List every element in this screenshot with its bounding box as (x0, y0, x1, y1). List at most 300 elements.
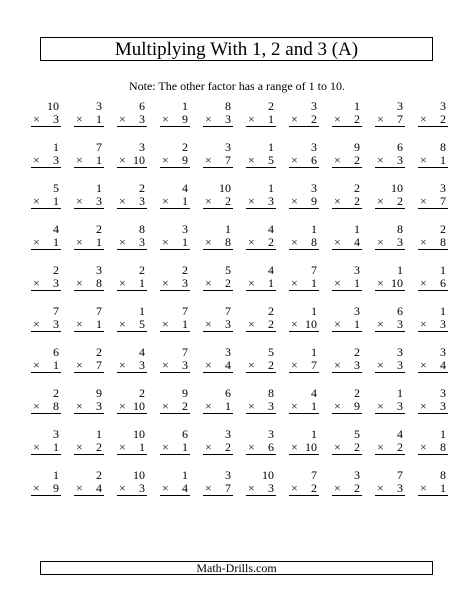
multiplication-problem (151, 343, 190, 381)
bottom-line (74, 153, 104, 168)
top-factor: 2 (96, 345, 102, 359)
bottom-factor: 10 (305, 440, 317, 454)
times-sign: × (33, 112, 40, 126)
multiplication-problem (22, 261, 61, 299)
times-sign: × (119, 194, 126, 208)
bottom-factor: 9 (53, 481, 59, 495)
times-sign: × (248, 440, 255, 454)
top-factor: 2 (53, 263, 59, 277)
top-factor: 1 (268, 181, 274, 195)
bottom-line (117, 440, 147, 455)
top-factor: 6 (182, 427, 188, 441)
top-factor: 3 (96, 99, 102, 113)
times-sign: × (162, 235, 169, 249)
multiplication-problem (280, 138, 319, 176)
bottom-line (289, 276, 319, 291)
problem-row (22, 384, 452, 425)
multiplication-problem (366, 220, 405, 258)
times-sign: × (205, 440, 212, 454)
multiplication-problem (237, 179, 276, 217)
top-factor: 2 (440, 222, 446, 236)
bottom-line (289, 235, 319, 250)
times-sign: × (420, 112, 427, 126)
bottom-line (246, 358, 276, 373)
bottom-factor: 2 (268, 317, 274, 331)
times-sign: × (291, 317, 298, 331)
times-sign: × (334, 317, 341, 331)
multiplication-problem (151, 384, 190, 422)
multiplication-problem (280, 179, 319, 217)
top-factor: 3 (225, 140, 231, 154)
top-factor: 4 (182, 181, 188, 195)
times-sign: × (119, 440, 126, 454)
top-factor: 8 (397, 222, 403, 236)
multiplication-problem (108, 384, 147, 422)
top-factor: 1 (440, 427, 446, 441)
bottom-line (74, 317, 104, 332)
bottom-factor: 1 (182, 317, 188, 331)
worksheet-title: Multiplying With 1, 2 and 3 (A) (114, 38, 359, 60)
top-factor: 1 (311, 222, 317, 236)
multiplication-problem (409, 179, 448, 217)
bottom-factor: 1 (354, 317, 360, 331)
bottom-factor: 7 (397, 112, 403, 126)
top-factor: 5 (268, 345, 274, 359)
multiplication-problem (409, 425, 448, 463)
multiplication-problem (280, 343, 319, 381)
multiplication-problem (22, 343, 61, 381)
times-sign: × (291, 481, 298, 495)
times-sign: × (248, 153, 255, 167)
multiplication-problem (65, 261, 104, 299)
multiplication-problem (409, 466, 448, 504)
bottom-factor: 3 (225, 317, 231, 331)
top-factor: 2 (182, 263, 188, 277)
bottom-factor: 10 (305, 317, 317, 331)
top-factor: 2 (139, 181, 145, 195)
times-sign: × (76, 194, 83, 208)
bottom-factor: 9 (354, 399, 360, 413)
times-sign: × (119, 112, 126, 126)
multiplication-problem (194, 179, 233, 217)
bottom-line (246, 317, 276, 332)
bottom-factor: 6 (311, 153, 317, 167)
multiplication-problem (237, 384, 276, 422)
bottom-line (117, 276, 147, 291)
multiplication-problem (194, 384, 233, 422)
multiplication-problem (108, 179, 147, 217)
top-factor: 7 (311, 263, 317, 277)
multiplication-problem (366, 97, 405, 135)
times-sign: × (205, 276, 212, 290)
top-factor: 1 (311, 427, 317, 441)
bottom-factor: 2 (397, 194, 403, 208)
bottom-line (246, 440, 276, 455)
bottom-factor: 8 (440, 235, 446, 249)
bottom-line (375, 481, 405, 496)
multiplication-problem (366, 261, 405, 299)
multiplication-problem (366, 179, 405, 217)
times-sign: × (205, 358, 212, 372)
times-sign: × (420, 399, 427, 413)
bottom-factor: 3 (53, 153, 59, 167)
multiplication-problem (323, 138, 362, 176)
bottom-line (246, 235, 276, 250)
bottom-factor: 8 (440, 440, 446, 454)
bottom-factor: 3 (53, 317, 59, 331)
top-factor: 5 (354, 427, 360, 441)
bottom-factor: 9 (311, 194, 317, 208)
top-factor: 1 (53, 468, 59, 482)
multiplication-problem (65, 384, 104, 422)
bottom-line (117, 235, 147, 250)
bottom-line (246, 481, 276, 496)
multiplication-problem (108, 343, 147, 381)
multiplication-problem (366, 302, 405, 340)
multiplication-problem (280, 97, 319, 135)
bottom-factor: 3 (397, 235, 403, 249)
times-sign: × (76, 481, 83, 495)
times-sign: × (119, 481, 126, 495)
bottom-factor: 1 (311, 399, 317, 413)
multiplication-problem (409, 343, 448, 381)
times-sign: × (76, 358, 83, 372)
bottom-line (203, 235, 233, 250)
bottom-factor: 3 (354, 358, 360, 372)
bottom-line (332, 358, 362, 373)
bottom-factor: 3 (268, 399, 274, 413)
bottom-factor: 2 (311, 481, 317, 495)
bottom-line (332, 112, 362, 127)
bottom-line (31, 153, 61, 168)
top-factor: 3 (225, 468, 231, 482)
bottom-factor: 5 (268, 153, 274, 167)
multiplication-problem (323, 220, 362, 258)
bottom-factor: 3 (397, 153, 403, 167)
times-sign: × (33, 317, 40, 331)
times-sign: × (205, 235, 212, 249)
multiplication-problem (108, 425, 147, 463)
top-factor: 2 (53, 386, 59, 400)
multiplication-problem (65, 220, 104, 258)
top-factor: 7 (397, 468, 403, 482)
bottom-factor: 3 (53, 112, 59, 126)
bottom-line (160, 317, 190, 332)
bottom-factor: 4 (354, 235, 360, 249)
top-factor: 3 (354, 304, 360, 318)
multiplication-problem (323, 384, 362, 422)
bottom-factor: 3 (440, 399, 446, 413)
bottom-line (332, 153, 362, 168)
bottom-factor: 1 (53, 235, 59, 249)
times-sign: × (76, 235, 83, 249)
bottom-factor: 2 (182, 399, 188, 413)
multiplication-problem (151, 97, 190, 135)
problem-row (22, 138, 452, 179)
multiplication-problem (65, 302, 104, 340)
bottom-factor: 2 (440, 112, 446, 126)
times-sign: × (291, 399, 298, 413)
multiplication-problem (409, 384, 448, 422)
top-factor: 7 (53, 304, 59, 318)
times-sign: × (420, 235, 427, 249)
top-factor: 1 (268, 140, 274, 154)
top-factor: 8 (440, 468, 446, 482)
bottom-line (289, 440, 319, 455)
top-factor: 3 (139, 140, 145, 154)
bottom-line (203, 358, 233, 373)
bottom-factor: 9 (182, 153, 188, 167)
problem-grid (22, 97, 452, 507)
bottom-factor: 1 (139, 276, 145, 290)
top-factor: 3 (225, 345, 231, 359)
multiplication-problem (151, 261, 190, 299)
times-sign: × (377, 112, 384, 126)
bottom-factor: 1 (96, 317, 102, 331)
bottom-factor: 8 (96, 276, 102, 290)
multiplication-problem (323, 425, 362, 463)
multiplication-problem (366, 343, 405, 381)
top-factor: 5 (225, 263, 231, 277)
times-sign: × (334, 153, 341, 167)
multiplication-problem (22, 220, 61, 258)
multiplication-problem (194, 261, 233, 299)
bottom-line (31, 358, 61, 373)
bottom-line (31, 112, 61, 127)
problem-row (22, 302, 452, 343)
times-sign: × (377, 153, 384, 167)
times-sign: × (334, 194, 341, 208)
multiplication-problem (194, 138, 233, 176)
top-factor: 8 (139, 222, 145, 236)
bottom-line (74, 358, 104, 373)
bottom-factor: 7 (440, 194, 446, 208)
bottom-factor: 1 (96, 112, 102, 126)
top-factor: 7 (96, 304, 102, 318)
times-sign: × (420, 194, 427, 208)
top-factor: 2 (96, 468, 102, 482)
bottom-factor: 2 (397, 440, 403, 454)
bottom-line (375, 194, 405, 209)
top-factor: 4 (311, 386, 317, 400)
times-sign: × (162, 399, 169, 413)
bottom-line (203, 112, 233, 127)
multiplication-problem (194, 220, 233, 258)
multiplication-problem (65, 179, 104, 217)
top-factor: 8 (440, 140, 446, 154)
times-sign: × (420, 358, 427, 372)
bottom-line (418, 153, 448, 168)
multiplication-problem (108, 302, 147, 340)
top-factor: 1 (440, 263, 446, 277)
multiplication-problem (409, 138, 448, 176)
times-sign: × (248, 112, 255, 126)
times-sign: × (420, 440, 427, 454)
top-factor: 8 (268, 386, 274, 400)
problem-row (22, 466, 452, 507)
bottom-factor: 2 (268, 235, 274, 249)
bottom-line (117, 112, 147, 127)
bottom-line (375, 399, 405, 414)
multiplication-problem (323, 261, 362, 299)
multiplication-problem (280, 261, 319, 299)
multiplication-problem (151, 220, 190, 258)
top-factor: 2 (139, 263, 145, 277)
bottom-factor: 5 (139, 317, 145, 331)
worksheet-title-box (40, 37, 433, 61)
bottom-line (332, 317, 362, 332)
problem-row (22, 261, 452, 302)
bottom-factor: 3 (139, 235, 145, 249)
problem-row (22, 179, 452, 220)
bottom-factor: 3 (397, 399, 403, 413)
bottom-line (203, 276, 233, 291)
bottom-line (74, 235, 104, 250)
multiplication-problem (323, 97, 362, 135)
multiplication-problem (237, 343, 276, 381)
top-factor: 2 (268, 304, 274, 318)
multiplication-problem (237, 425, 276, 463)
bottom-factor: 2 (311, 112, 317, 126)
top-factor: 4 (268, 222, 274, 236)
problem-row (22, 97, 452, 138)
bottom-factor: 3 (397, 358, 403, 372)
bottom-factor: 10 (391, 276, 403, 290)
times-sign: × (291, 112, 298, 126)
bottom-factor: 3 (268, 481, 274, 495)
top-factor: 3 (96, 263, 102, 277)
multiplication-problem (22, 138, 61, 176)
times-sign: × (205, 317, 212, 331)
bottom-line (332, 194, 362, 209)
bottom-line (74, 194, 104, 209)
bottom-line (289, 317, 319, 332)
bottom-factor: 1 (182, 235, 188, 249)
bottom-factor: 2 (354, 481, 360, 495)
bottom-factor: 3 (96, 399, 102, 413)
times-sign: × (76, 440, 83, 454)
top-factor: 4 (53, 222, 59, 236)
top-factor: 1 (182, 99, 188, 113)
bottom-factor: 1 (53, 440, 59, 454)
bottom-line (375, 358, 405, 373)
multiplication-problem (237, 302, 276, 340)
top-factor: 10 (219, 181, 231, 195)
top-factor: 7 (182, 304, 188, 318)
top-factor: 1 (53, 140, 59, 154)
times-sign: × (420, 317, 427, 331)
bottom-factor: 3 (53, 276, 59, 290)
times-sign: × (334, 440, 341, 454)
bottom-line (160, 153, 190, 168)
bottom-line (418, 276, 448, 291)
top-factor: 9 (96, 386, 102, 400)
times-sign: × (33, 440, 40, 454)
top-factor: 3 (311, 99, 317, 113)
bottom-factor: 3 (139, 481, 145, 495)
bottom-factor: 1 (354, 276, 360, 290)
problem-row (22, 425, 452, 466)
top-factor: 1 (397, 263, 403, 277)
times-sign: × (76, 399, 83, 413)
top-factor: 3 (397, 99, 403, 113)
times-sign: × (119, 153, 126, 167)
times-sign: × (76, 153, 83, 167)
bottom-line (31, 317, 61, 332)
multiplication-problem (323, 466, 362, 504)
bottom-factor: 7 (311, 358, 317, 372)
multiplication-problem (151, 302, 190, 340)
times-sign: × (377, 481, 384, 495)
times-sign: × (119, 235, 126, 249)
times-sign: × (377, 194, 384, 208)
times-sign: × (334, 235, 341, 249)
bottom-line (160, 112, 190, 127)
times-sign: × (334, 399, 341, 413)
multiplication-problem (65, 425, 104, 463)
bottom-factor: 1 (440, 481, 446, 495)
top-factor: 3 (440, 386, 446, 400)
multiplication-problem (22, 179, 61, 217)
bottom-factor: 1 (182, 440, 188, 454)
multiplication-problem (194, 343, 233, 381)
multiplication-problem (151, 466, 190, 504)
bottom-factor: 3 (397, 317, 403, 331)
top-factor: 1 (225, 222, 231, 236)
bottom-factor: 1 (311, 276, 317, 290)
times-sign: × (291, 235, 298, 249)
times-sign: × (248, 276, 255, 290)
bottom-factor: 1 (53, 358, 59, 372)
bottom-factor: 1 (139, 440, 145, 454)
bottom-line (375, 317, 405, 332)
bottom-line (160, 276, 190, 291)
top-factor: 1 (96, 427, 102, 441)
bottom-factor: 1 (440, 153, 446, 167)
multiplication-problem (65, 138, 104, 176)
multiplication-problem (108, 466, 147, 504)
times-sign: × (119, 317, 126, 331)
times-sign: × (377, 317, 384, 331)
bottom-line (418, 235, 448, 250)
times-sign: × (248, 358, 255, 372)
bottom-line (375, 153, 405, 168)
top-factor: 2 (139, 386, 145, 400)
bottom-line (117, 358, 147, 373)
bottom-factor: 3 (96, 194, 102, 208)
bottom-line (375, 112, 405, 127)
bottom-line (74, 481, 104, 496)
times-sign: × (205, 399, 212, 413)
top-factor: 2 (354, 345, 360, 359)
multiplication-problem (237, 261, 276, 299)
times-sign: × (291, 358, 298, 372)
bottom-line (246, 276, 276, 291)
top-factor: 6 (139, 99, 145, 113)
top-factor: 4 (268, 263, 274, 277)
top-factor: 3 (53, 427, 59, 441)
top-factor: 1 (440, 304, 446, 318)
bottom-line (289, 481, 319, 496)
multiplication-problem (366, 425, 405, 463)
bottom-factor: 1 (96, 235, 102, 249)
top-factor: 2 (268, 99, 274, 113)
top-factor: 10 (262, 468, 274, 482)
times-sign: × (205, 112, 212, 126)
bottom-line (418, 194, 448, 209)
top-factor: 1 (139, 304, 145, 318)
top-factor: 4 (397, 427, 403, 441)
